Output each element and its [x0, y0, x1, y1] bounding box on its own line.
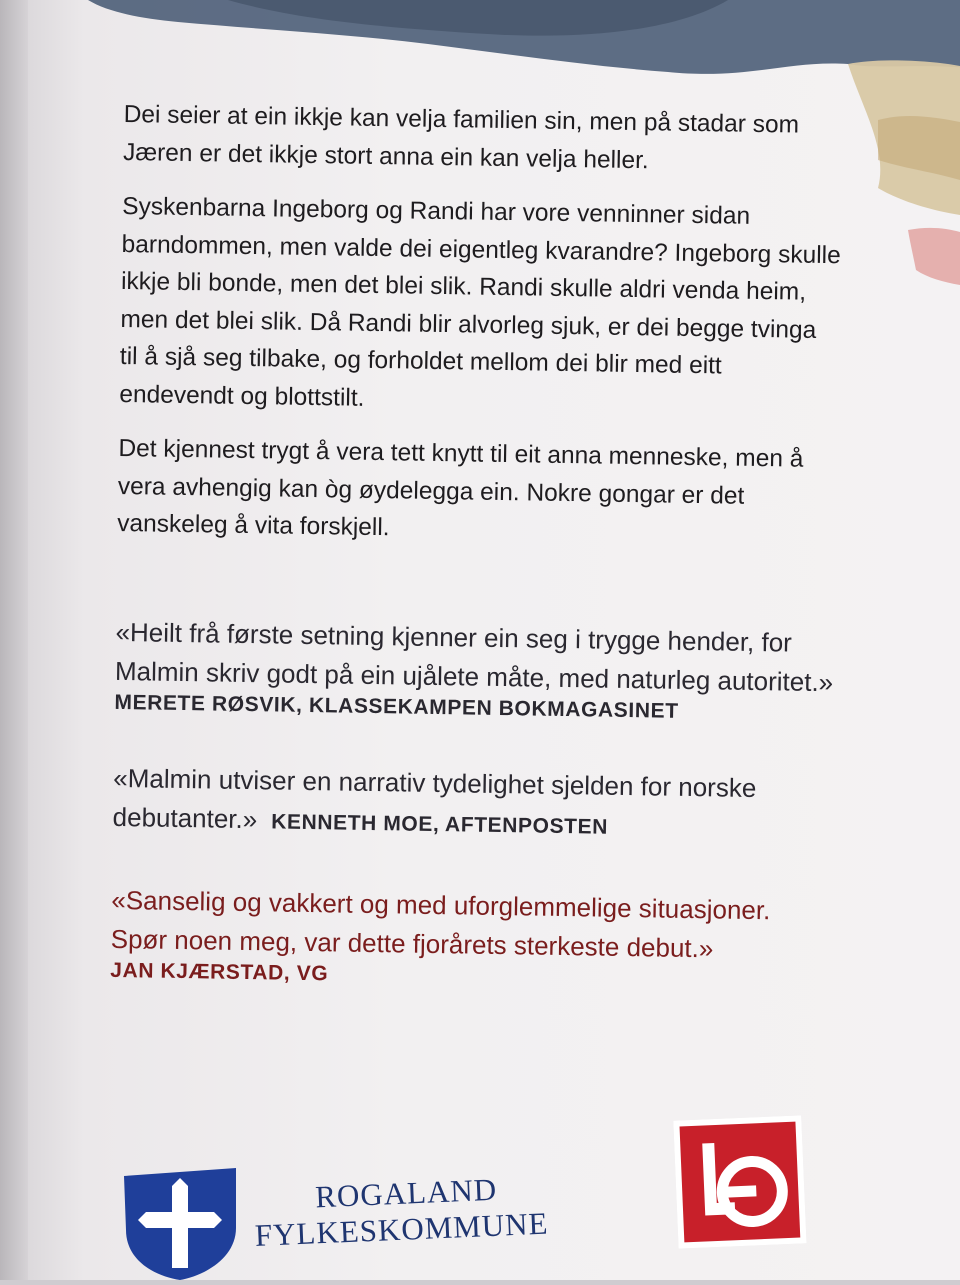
review-quote-3: [110, 880, 832, 993]
quote-text: «Sanselig og vakkert og med uforglemmelige situasjoner. Spør noen meg, var dette fjorårets sterkeste debut.»: [110, 884, 771, 963]
paragraph-3: Det kjennest trygt å vera tett knytt til eit anna menneske, men å vera avhengig kan òg øydelegga ein. Nokre gongar er det vanskeleg å vita forskjell.: [117, 434, 804, 542]
fylkeskommune-text: FYLKESKOMMUNE: [254, 1205, 550, 1253]
quote-source: JAN KJÆRSTAD, VG: [110, 958, 329, 985]
book-spine-shadow: [0, 0, 28, 1280]
review-quote-2: [112, 758, 833, 849]
rogaland-text: ROGALAND: [314, 1171, 498, 1215]
rogaland-fylkeskommune-wordmark: [253, 1168, 586, 1254]
shield-cross-icon: [124, 1168, 238, 1285]
review-quote-1: [114, 612, 836, 725]
lo-logo-icon: [673, 1115, 806, 1253]
blurb-text: [110, 96, 844, 994]
quote-source: MERETE RØSVIK, KLASSEKAMPEN BOKMAGASINET: [114, 690, 679, 723]
quote-source: KENNETH MOE, AFTENPOSTEN: [271, 809, 609, 839]
paragraph-1: Dei seier at ein ikkje kan velja familien sin, men på stadar som Jæren er det ikkje stort anna ein kan velja heller.: [122, 100, 800, 174]
quote-text: «Heilt frå første setning kjenner ein seg i trygge hender, for Malmin skriv godt på ein ujålete måte, med naturleg autoritet.»: [114, 616, 834, 697]
paragraph-2: Syskenbarna Ingeborg og Randi har vore venninner sidan barndommen, men valde dei eigentleg kvarandre? Ingeborg skulle ikkje bli bonde, men det blei slik. Randi skulle aldri venda heim, men det blei slik. Då Randi blir alvorleg sjuk, er dei begge tvinga til å sjå seg tilbake, og forholdet mellom dei blir med eitt endevendt og blottstilt.: [119, 192, 841, 412]
quote-text: «Malmin utviser en narrativ tydelighet sjelden for norske debutanter.»: [112, 762, 757, 834]
